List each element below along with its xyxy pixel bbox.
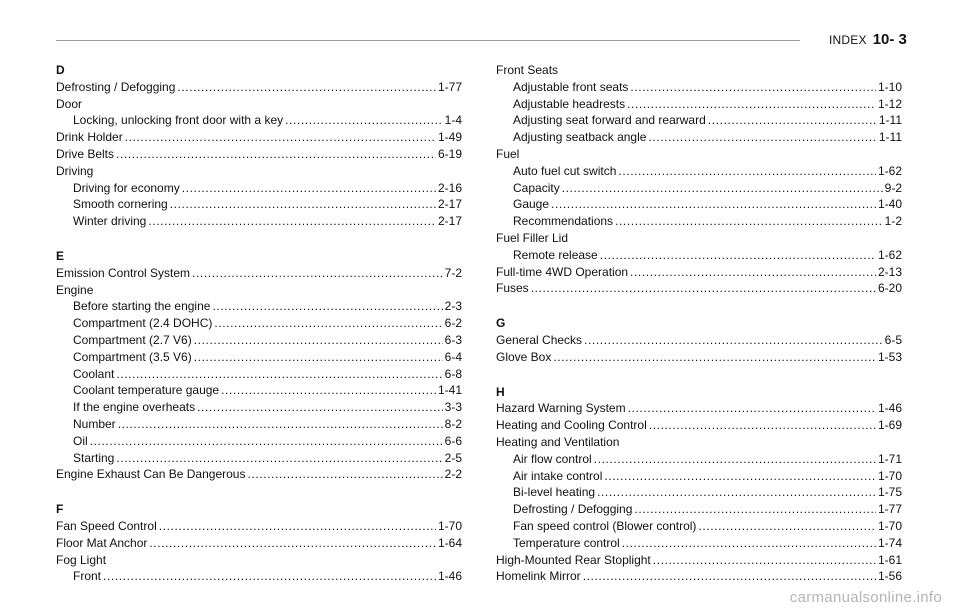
- entry-term: General Checks: [496, 332, 583, 347]
- index-entry-if-the-engine-overheats: [56, 399, 462, 416]
- entry-term: Number: [73, 416, 116, 431]
- dot-leader: [194, 332, 443, 349]
- section-letter: H: [496, 384, 505, 399]
- dot-leader: [170, 196, 436, 213]
- index-section: [56, 501, 462, 585]
- dot-leader: [551, 196, 876, 213]
- index-entry-compartment-2-7-v6: [56, 332, 462, 349]
- dot-leader: [177, 79, 436, 96]
- dot-leader: [708, 112, 877, 129]
- entry-page: 6-6: [444, 433, 462, 448]
- entry-page: 2-5: [444, 450, 462, 465]
- watermark: carmanualsonline.info: [789, 589, 942, 606]
- header-label: INDEX: [829, 33, 867, 47]
- entry-term: Winter driving: [73, 214, 147, 229]
- entry-page: 1-64: [437, 535, 462, 550]
- entry-term: Adjustable front seats: [513, 79, 629, 94]
- entry-page: 1-4: [444, 113, 462, 128]
- entry-term: Smooth cornering: [73, 197, 168, 212]
- entry-page: 1-62: [877, 247, 902, 262]
- index-entry-coolant-temperature-gauge: [56, 382, 462, 399]
- entry-term: Front Seats: [496, 63, 559, 77]
- entry-page: 1-77: [877, 502, 902, 517]
- entry-page: 1-70: [877, 468, 902, 483]
- index-entry-remote-release: [496, 247, 902, 264]
- index-entry-recommendations: [496, 213, 902, 230]
- dot-leader: [212, 298, 442, 315]
- index-entry-glove-box: [496, 349, 902, 366]
- entry-page: 6-2: [444, 316, 462, 331]
- dot-leader: [90, 433, 443, 450]
- index-entry-before-starting-the-engine: [56, 298, 462, 315]
- entry-page: 2-3: [444, 299, 462, 314]
- dot-leader: [622, 535, 876, 552]
- entry-page: 1-69: [877, 418, 902, 433]
- dot-leader: [583, 568, 876, 585]
- index-entry-coolant: [56, 366, 462, 383]
- dot-leader: [285, 112, 443, 129]
- entry-term: Air flow control: [513, 451, 592, 466]
- entry-term: Heating and Cooling Control: [496, 418, 647, 433]
- index-section: [496, 384, 902, 586]
- dot-leader: [159, 518, 436, 535]
- entry-page: 2-2: [444, 467, 462, 482]
- entry-page: 2-17: [437, 197, 462, 212]
- entry-term: Adjusting seat forward and rearward: [513, 113, 706, 128]
- entry-term: Driving for economy: [73, 180, 180, 195]
- dot-leader: [125, 129, 436, 146]
- index-entry-number: [56, 416, 462, 433]
- section-letter: E: [56, 248, 65, 263]
- dot-leader: [116, 450, 442, 467]
- index-entry-compartment-2-4-dohc: [56, 315, 462, 332]
- entry-page: 1-49: [437, 130, 462, 145]
- dot-leader: [562, 180, 883, 197]
- dot-leader: [597, 484, 876, 501]
- index-entry-driving-for-economy: [56, 180, 462, 197]
- index-entry-locking-unlocking-front-door-with-a-key: [56, 112, 462, 129]
- index-entry-gauge: [496, 196, 902, 213]
- entry-term: Adjusting seatback angle: [513, 130, 647, 145]
- index-entry-engine: [56, 282, 462, 299]
- index-entry-winter-driving: [56, 213, 462, 230]
- dot-leader: [648, 129, 876, 146]
- entry-page: 1-11: [878, 130, 902, 145]
- entry-page: 1-41: [437, 383, 462, 398]
- index-entry-floor-mat-anchor: [56, 535, 462, 552]
- entry-page: 6-20: [877, 281, 902, 296]
- entry-term: Glove Box: [496, 349, 552, 364]
- entry-term: Defrosting / Defogging: [56, 79, 176, 94]
- entry-term: Drive Belts: [56, 146, 115, 161]
- index-entry-driving: [56, 163, 462, 180]
- index-entry-compartment-3-5-v6: [56, 349, 462, 366]
- index-column-right: [496, 62, 902, 603]
- index-section: [496, 62, 902, 297]
- dot-leader: [194, 349, 443, 366]
- section-letter: G: [496, 316, 506, 331]
- entry-term: Remote release: [513, 247, 598, 262]
- entry-page: 7-2: [444, 265, 462, 280]
- index-entry-heating-and-cooling-control: [496, 417, 902, 434]
- entry-term: If the engine overheats: [73, 400, 196, 415]
- index-entry-door: [56, 96, 462, 113]
- entry-page: 6-3: [444, 332, 462, 347]
- entry-term: Engine Exhaust Can Be Dangerous: [56, 467, 246, 482]
- entry-term: Door: [56, 96, 83, 111]
- dot-leader: [116, 366, 442, 383]
- index-entry-fog-light: [56, 552, 462, 569]
- entry-page: 1-61: [877, 552, 902, 567]
- dot-leader: [653, 552, 876, 569]
- dot-leader: [192, 265, 443, 282]
- section-letter: F: [56, 502, 64, 517]
- entry-term: Compartment (2.7 V6): [73, 332, 192, 347]
- index-entry-high-mounted-rear-stoplight: [496, 552, 902, 569]
- entry-term: Full-time 4WD Operation: [496, 264, 629, 279]
- index-entry-drive-belts: [56, 146, 462, 163]
- dot-leader: [630, 79, 876, 96]
- entry-term: Drink Holder: [56, 130, 123, 145]
- index-entry-engine-exhaust-can-be-dangerous: [56, 466, 462, 483]
- index-entry-heating-and-ventilation: [496, 434, 902, 451]
- index-entry-general-checks: [496, 332, 902, 349]
- entry-page: 2-16: [437, 180, 462, 195]
- entry-term: Front: [73, 569, 102, 584]
- dot-leader: [182, 180, 436, 197]
- entry-term: Driving: [56, 163, 94, 178]
- dot-leader: [116, 146, 436, 163]
- page-header: [829, 31, 907, 48]
- dot-leader: [531, 280, 876, 297]
- entry-term: High-Mounted Rear Stoplight: [496, 552, 651, 567]
- entry-term: Fan speed control (Blower control): [513, 518, 697, 533]
- entry-term: Compartment (2.4 DOHC): [73, 316, 213, 331]
- entry-term: Adjustable headrests: [513, 96, 626, 111]
- index-entry-temperature-control: [496, 535, 902, 552]
- entry-term: Starting: [73, 450, 115, 465]
- entry-term: Auto fuel cut switch: [513, 163, 617, 178]
- index-entry-hazard-warning-system: [496, 400, 902, 417]
- entry-page: 1-12: [877, 96, 902, 111]
- entry-page: 1-40: [877, 197, 902, 212]
- index-section: [56, 62, 462, 230]
- entry-page: 2-13: [877, 264, 902, 279]
- entry-term: Air intake control: [513, 468, 603, 483]
- dot-leader: [628, 400, 876, 417]
- index-section: [496, 315, 902, 365]
- entry-term: Capacity: [513, 180, 560, 195]
- index-entry-adjustable-headrests: [496, 96, 902, 113]
- entry-term: Coolant temperature gauge: [73, 383, 220, 398]
- index-entry-defrosting-defogging: [56, 79, 462, 96]
- entry-term: Fuel Filler Lid: [496, 230, 569, 245]
- dot-leader: [615, 213, 883, 230]
- dot-leader: [604, 468, 876, 485]
- entry-page: 1-70: [437, 518, 462, 533]
- entry-page: 1-53: [877, 349, 902, 364]
- entry-term: Fog Light: [56, 552, 107, 567]
- index-entry-homelink-mirror: [496, 568, 902, 585]
- entry-term: Hazard Warning System: [496, 401, 626, 416]
- index-entry-oil: [56, 433, 462, 450]
- index-entry-fuel: [496, 146, 902, 163]
- dot-leader: [600, 247, 876, 264]
- section-letter: D: [56, 63, 65, 77]
- entry-term: Engine: [56, 282, 94, 297]
- index-entry-air-flow-control: [496, 451, 902, 468]
- entry-page: 2-17: [437, 214, 462, 229]
- index-entry-fuel-filler-lid: [496, 230, 902, 247]
- entry-page: 1-46: [437, 569, 462, 584]
- entry-page: 6-5: [884, 332, 902, 347]
- entry-page: 1-10: [877, 79, 902, 94]
- entry-page: 1-70: [877, 518, 902, 533]
- index-section: [56, 248, 462, 483]
- index-entry-capacity: [496, 180, 902, 197]
- entry-page: 1-62: [877, 163, 902, 178]
- index-entry-starting: [56, 450, 462, 467]
- dot-leader: [634, 501, 876, 518]
- entry-page: 3-3: [444, 400, 462, 415]
- entry-page: 6-4: [444, 349, 462, 364]
- page-number: 10- 3: [872, 31, 907, 48]
- entry-term: Emission Control System: [56, 265, 191, 280]
- entry-term: Compartment (3.5 V6): [73, 349, 192, 364]
- entry-term: Locking, unlocking front door with a key: [73, 113, 284, 128]
- entry-page: 1-46: [877, 401, 902, 416]
- entry-page: 6-19: [437, 146, 462, 161]
- entry-page: 8-2: [444, 416, 462, 431]
- entry-page: 6-8: [444, 366, 462, 381]
- dot-leader: [649, 417, 876, 434]
- entry-term: Heating and Ventilation: [496, 434, 620, 449]
- index-entry-front-seats: [496, 62, 902, 79]
- index-entry-fuses: [496, 280, 902, 297]
- index-entry-bi-level-heating: [496, 484, 902, 501]
- dot-leader: [148, 213, 436, 230]
- index-entry-front: [56, 568, 462, 585]
- dot-leader: [247, 466, 442, 483]
- dot-leader: [214, 315, 442, 332]
- dot-leader: [594, 451, 876, 468]
- entry-page: 1-75: [877, 485, 902, 500]
- dot-leader: [630, 264, 876, 281]
- dot-leader: [618, 163, 876, 180]
- index-entry-adjustable-front-seats: [496, 79, 902, 96]
- entry-term: Gauge: [513, 197, 550, 212]
- entry-page: 1-56: [877, 569, 902, 584]
- header-rule: [56, 40, 800, 41]
- dot-leader: [103, 568, 436, 585]
- dot-leader: [221, 382, 436, 399]
- entry-term: Oil: [73, 433, 88, 448]
- entry-page: 1-11: [878, 113, 902, 128]
- index-entry-fan-speed-control-blower-control: [496, 518, 902, 535]
- entry-term: Temperature control: [513, 535, 620, 550]
- entry-term: Coolant: [73, 366, 115, 381]
- index-entry-adjusting-seatback-angle: [496, 129, 902, 146]
- dot-leader: [553, 349, 876, 366]
- dot-leader: [627, 96, 876, 113]
- entry-term: Fuses: [496, 281, 529, 296]
- entry-term: Homelink Mirror: [496, 569, 581, 584]
- entry-term: Bi-level heating: [513, 485, 596, 500]
- index-entry-adjusting-seat-forward-and-rearward: [496, 112, 902, 129]
- entry-page: 1-74: [877, 535, 902, 550]
- entry-term: Fuel: [496, 146, 520, 161]
- index-entry-fan-speed-control: [56, 518, 462, 535]
- index-entry-full-time-4wd-operation: [496, 264, 902, 281]
- entry-page: 1-77: [437, 79, 462, 94]
- index-entry-defrosting-defogging: [496, 501, 902, 518]
- dot-leader: [149, 535, 436, 552]
- entry-term: Before starting the engine: [73, 299, 211, 314]
- index-entry-emission-control-system: [56, 265, 462, 282]
- entry-term: Fan Speed Control: [56, 518, 157, 533]
- dot-leader: [698, 518, 876, 535]
- index-entry-air-intake-control: [496, 468, 902, 485]
- index-entry-auto-fuel-cut-switch: [496, 163, 902, 180]
- entry-page: 1-2: [884, 214, 902, 229]
- dot-leader: [118, 416, 443, 433]
- entry-page: 9-2: [884, 180, 902, 195]
- entry-term: Defrosting / Defogging: [513, 502, 633, 517]
- index-entry-smooth-cornering: [56, 196, 462, 213]
- entry-term: Recommendations: [513, 214, 614, 229]
- entry-page: 1-71: [877, 451, 902, 466]
- dot-leader: [197, 399, 443, 416]
- entry-term: Floor Mat Anchor: [56, 535, 148, 550]
- index-entry-drink-holder: [56, 129, 462, 146]
- index-column-left: [56, 62, 462, 603]
- dot-leader: [584, 332, 883, 349]
